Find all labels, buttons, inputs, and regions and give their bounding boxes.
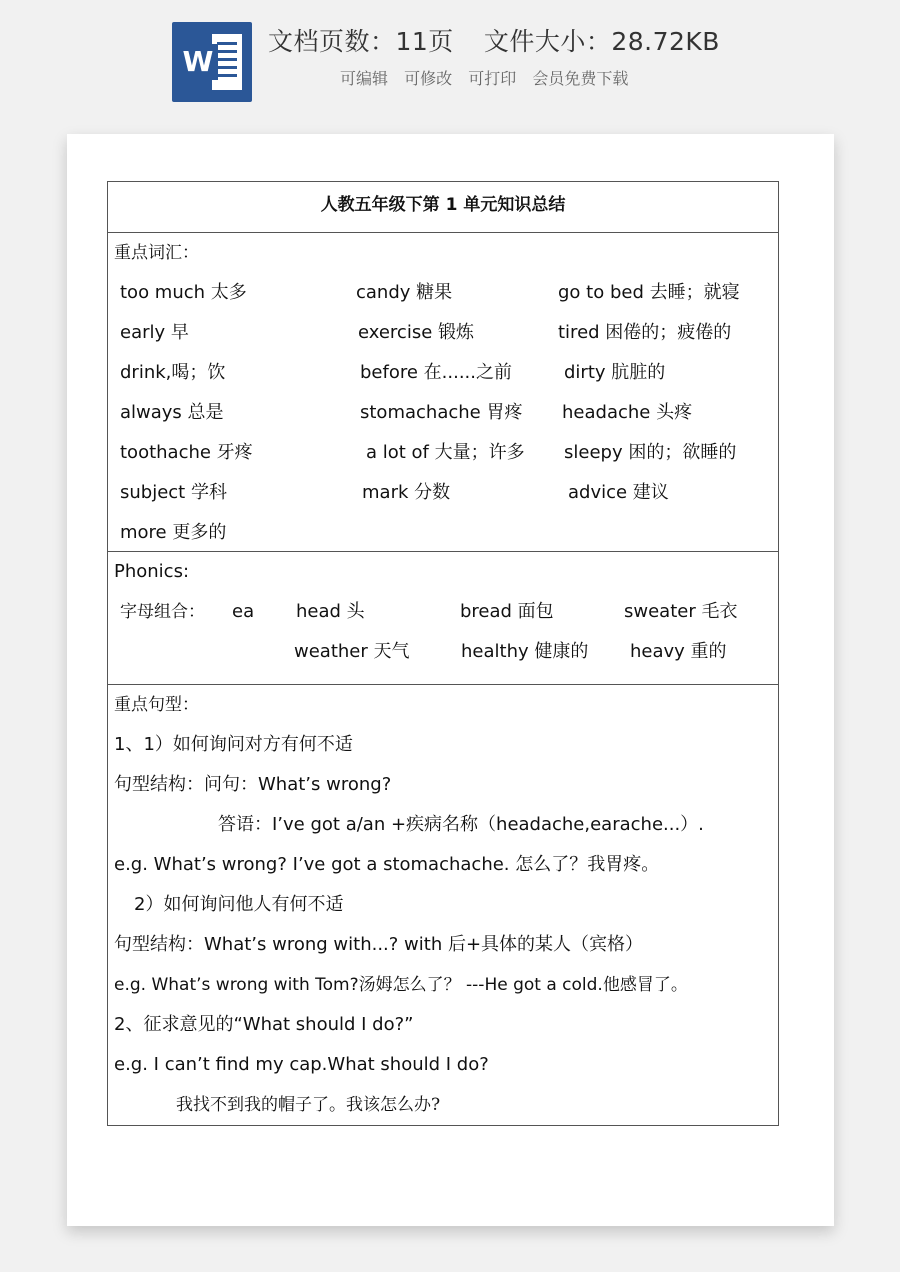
phonics-combo: ea (232, 601, 255, 622)
sentence-line: 2）如何询问他人有何不适 (134, 894, 344, 915)
vocab-item: more 更多的 (120, 522, 227, 543)
vocab-section (108, 233, 779, 552)
vocab-item: go to bed 去睡；就寝 (558, 282, 740, 303)
phonics-label: 字母组合： (120, 602, 205, 622)
sentence-line: e.g. I can’t find my cap.What should I do? (114, 1054, 489, 1075)
sentence-line: e.g. What’s wrong? I’ve got a stomachache. 怎么了？我胃疼。 (114, 854, 660, 875)
vocab-item: subject 学科 (120, 482, 227, 503)
word-icon (172, 22, 252, 102)
vocab-item: always 总是 (120, 402, 224, 423)
vocab-item: headache 头疼 (562, 402, 693, 423)
vocab-item: tired 困倦的；疲倦的 (558, 322, 732, 343)
vocab-item: stomachache 胃疼 (360, 402, 523, 423)
phonics-word: weather 天气 (294, 641, 410, 662)
tag-member-download[interactable]: 会员免费下载 (532, 69, 629, 88)
sentence-line: 答语：I’ve got a/an +疾病名称（headache,earache...）. (218, 814, 704, 835)
vocab-item: mark 分数 (362, 482, 451, 503)
feature-tags (340, 66, 628, 89)
vocab-item: dirty 肮脏的 (564, 362, 666, 383)
vocab-item: before 在......之前 (360, 362, 512, 383)
word-letter: W (178, 44, 218, 80)
vocab-item: too much 太多 (120, 282, 247, 303)
tag-printable: 可打印 (468, 69, 517, 88)
sentence-line: 1、1）如何询问对方有何不适 (114, 734, 353, 755)
phonics-word: healthy 健康的 (461, 641, 589, 662)
file-meta (268, 22, 720, 58)
sentence-line: 我找不到我的帽子了。我该怎么办? (176, 1095, 441, 1115)
tag-editable: 可编辑 (340, 69, 389, 88)
sentence-line: 句型结构：问句：What’s wrong? (114, 774, 392, 795)
document-page (67, 134, 834, 1226)
header-banner (0, 0, 900, 120)
document-title: 人教五年级下第 1 单元知识总结 (108, 182, 779, 233)
vocab-item: candy 糖果 (356, 282, 453, 303)
vocab-item: advice 建议 (568, 482, 669, 503)
summary-table (107, 181, 779, 1126)
phonics-word: sweater 毛衣 (624, 601, 738, 622)
phonics-word: bread 面包 (460, 601, 554, 622)
sentence-line: 2、征求意见的“What should I do?” (114, 1014, 414, 1035)
phonics-word: heavy 重的 (630, 641, 727, 662)
vocab-item: drink,喝；饮 (120, 362, 226, 383)
vocab-item: toothache 牙疼 (120, 442, 253, 463)
page-count: 文档页数：11页 (268, 27, 454, 56)
vocab-item: exercise 锻炼 (358, 322, 475, 343)
phonics-heading: Phonics: (114, 561, 190, 582)
sentences-section (108, 685, 779, 1126)
vocab-heading: 重点词汇： (114, 243, 199, 263)
phonics-word: head 头 (296, 601, 365, 622)
sentence-line: e.g. What’s wrong with Tom?汤姆怎么了？ ---He got a cold.他感冒了。 (114, 975, 688, 995)
file-size: 文件大小：28.72KB (483, 27, 720, 56)
phonics-section (108, 552, 779, 685)
sentences-heading: 重点句型： (114, 695, 199, 715)
vocab-item: a lot of 大量；许多 (366, 442, 525, 463)
vocab-item: early 早 (120, 322, 189, 343)
sentence-line: 句型结构：What’s wrong with...? with 后+具体的某人（宾格） (114, 934, 644, 955)
tag-modifiable: 可修改 (404, 69, 453, 88)
vocab-item: sleepy 困的；欲睡的 (564, 442, 737, 463)
